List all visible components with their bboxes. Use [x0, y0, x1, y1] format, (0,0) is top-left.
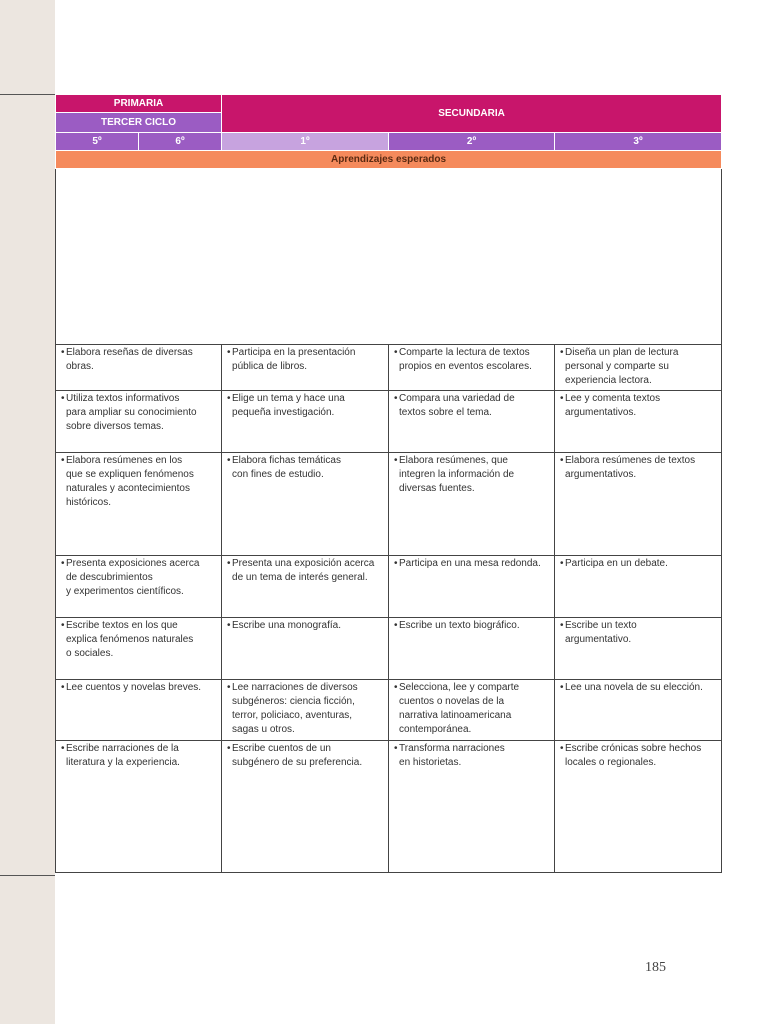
cell-text: Selecciona, lee y comparte cuentos o novelas de la narrativa latinoamericana contemporánea. — [399, 682, 520, 735]
bullet-icon: • — [560, 347, 564, 358]
cell-text: Elabora reseñas de diversas obras. — [66, 347, 193, 372]
table-cell — [555, 391, 722, 453]
cell-text: Utiliza textos informativos para ampliar su conocimiento sobre diversos temas. — [66, 393, 197, 432]
learning-outcomes-table — [55, 94, 722, 873]
table-cell — [389, 453, 555, 556]
cell-text: Elige un tema y hace una pequeña investigación. — [232, 393, 345, 418]
cell-text: Comparte la lectura de textos propios en eventos escolares. — [399, 347, 532, 372]
list-item — [227, 557, 384, 585]
list-item — [560, 557, 717, 571]
bullet-icon: • — [394, 620, 398, 631]
bullet-icon: • — [394, 347, 398, 358]
bullet-icon: • — [227, 682, 231, 693]
table-cell — [56, 741, 222, 873]
list-item — [560, 619, 717, 647]
cell-text: Lee una novela de su elección. — [565, 682, 703, 693]
margin-rule-top — [0, 94, 55, 95]
list-item — [227, 346, 384, 374]
margin-rule-bottom — [0, 875, 55, 876]
bullet-icon: • — [560, 743, 564, 754]
bullet-icon: • — [227, 743, 231, 754]
list-item — [560, 454, 717, 482]
bullet-icon: • — [61, 620, 65, 631]
list-item — [61, 619, 217, 661]
list-item — [227, 392, 384, 420]
bullet-icon: • — [227, 347, 231, 358]
list-item — [394, 619, 550, 633]
list-item — [227, 619, 384, 633]
list-item — [394, 346, 550, 374]
table-cell — [555, 741, 722, 873]
bullet-icon: • — [61, 455, 65, 466]
list-item — [394, 681, 550, 737]
cell-text: Participa en la presentación pública de libros. — [232, 347, 356, 372]
table-cell — [222, 680, 389, 741]
table-cell — [56, 453, 222, 556]
table-cell — [56, 618, 222, 680]
list-item — [560, 392, 717, 420]
table-cell — [555, 453, 722, 556]
cell-text: Presenta exposiciones acerca de descubrimientos y experimentos científicos. — [66, 558, 200, 597]
table-row — [56, 345, 722, 391]
bullet-icon: • — [227, 558, 231, 569]
cell-text: Elabora resúmenes en los que se expliquen fenómenos naturales y acontecimientos históricos. — [66, 455, 194, 508]
bullet-icon: • — [227, 620, 231, 631]
list-item — [394, 742, 550, 770]
cell-text: Escribe una monografía. — [232, 620, 341, 631]
cell-text: Escribe crónicas sobre hechos locales o regionales. — [565, 743, 702, 768]
table-cell — [56, 391, 222, 453]
blank-area — [56, 169, 722, 345]
header-secundaria: SECUNDARIA — [222, 95, 722, 133]
bullet-icon: • — [560, 455, 564, 466]
bullet-icon: • — [560, 393, 564, 404]
header-primaria: PRIMARIA — [56, 95, 222, 113]
cell-text: Escribe un texto biográfico. — [399, 620, 520, 631]
bullet-icon: • — [560, 558, 564, 569]
header-grade-1: 1º — [222, 133, 389, 151]
table-row — [56, 453, 722, 556]
table-cell — [222, 741, 389, 873]
table-cell — [222, 556, 389, 618]
table-cell — [222, 345, 389, 391]
bullet-icon: • — [560, 620, 564, 631]
table-cell — [56, 556, 222, 618]
list-item — [394, 392, 550, 420]
list-item — [61, 681, 217, 695]
table-cell — [56, 345, 222, 391]
cell-text: Transforma narraciones en historietas. — [399, 743, 505, 768]
list-item — [227, 742, 384, 770]
header-grade-3: 3º — [555, 133, 722, 151]
list-item — [61, 346, 217, 374]
list-item — [61, 392, 217, 434]
list-item — [394, 557, 550, 571]
cell-text: Elabora resúmenes de textos argumentativos. — [565, 455, 696, 480]
bullet-icon: • — [227, 393, 231, 404]
bullet-icon: • — [61, 558, 65, 569]
header-grade-6: 6º — [139, 133, 222, 151]
bullet-icon: • — [560, 682, 564, 693]
table-cell — [389, 345, 555, 391]
bullet-icon: • — [61, 393, 65, 404]
list-item — [560, 742, 717, 770]
bullet-icon: • — [61, 347, 65, 358]
bullet-icon: • — [61, 682, 65, 693]
cell-text: Participa en un debate. — [565, 558, 668, 569]
cell-text: Escribe un texto argumentativo. — [565, 620, 637, 645]
table-cell — [389, 741, 555, 873]
cell-text: Compara una variedad de textos sobre el tema. — [399, 393, 515, 418]
cell-text: Participa en una mesa redonda. — [399, 558, 541, 569]
cell-text: Escribe cuentos de un subgénero de su preferencia. — [232, 743, 363, 768]
table-cell — [555, 345, 722, 391]
cell-text: Lee narraciones de diversos subgéneros: ciencia ficción, terror, policiaco, aventuras, sagas u otros. — [232, 682, 358, 735]
cell-text: Lee cuentos y novelas breves. — [66, 682, 202, 693]
table-cell — [222, 391, 389, 453]
list-item — [560, 681, 717, 695]
table-row — [56, 391, 722, 453]
bullet-icon: • — [394, 393, 398, 404]
table-cell — [389, 391, 555, 453]
bullet-icon: • — [394, 558, 398, 569]
list-item — [227, 681, 384, 737]
left-margin-strip — [0, 0, 55, 1024]
list-item — [560, 346, 717, 388]
cell-text: Elabora fichas temáticas con fines de estudio. — [232, 455, 341, 480]
table-cell — [56, 680, 222, 741]
page-number: 185 — [645, 960, 666, 975]
bullet-icon: • — [394, 455, 398, 466]
list-item — [61, 557, 217, 599]
table-cell — [389, 680, 555, 741]
list-item — [394, 454, 550, 496]
header-aprendizajes-esperados: Aprendizajes esperados — [56, 151, 722, 169]
header-tercer-ciclo: TERCER CICLO — [56, 113, 222, 133]
list-item — [227, 454, 384, 482]
list-item — [61, 742, 217, 770]
bullet-icon: • — [394, 682, 398, 693]
bullet-icon: • — [394, 743, 398, 754]
bullet-icon: • — [227, 455, 231, 466]
cell-text: Presenta una exposición acerca de un tema de interés general. — [232, 558, 375, 583]
header-grade-5: 5º — [56, 133, 139, 151]
table-cell — [555, 556, 722, 618]
table-row — [56, 680, 722, 741]
table-cell — [389, 618, 555, 680]
table-row — [56, 618, 722, 680]
cell-text: Diseña un plan de lectura personal y comparte su experiencia lectora. — [565, 347, 679, 386]
cell-text: Lee y comenta textos argumentativos. — [565, 393, 661, 418]
cell-text: Escribe textos en los que explica fenómenos naturales o sociales. — [66, 620, 194, 659]
table-cell — [222, 453, 389, 556]
cell-text: Escribe narraciones de la literatura y la experiencia. — [66, 743, 180, 768]
bullet-icon: • — [61, 743, 65, 754]
list-item — [61, 454, 217, 510]
table-row — [56, 741, 722, 873]
cell-text: Elabora resúmenes, que integren la información de diversas fuentes. — [399, 455, 515, 494]
table-cell — [555, 680, 722, 741]
table-cell — [222, 618, 389, 680]
table-cell — [389, 556, 555, 618]
header-grade-2: 2º — [389, 133, 555, 151]
table-row — [56, 556, 722, 618]
table-cell — [555, 618, 722, 680]
